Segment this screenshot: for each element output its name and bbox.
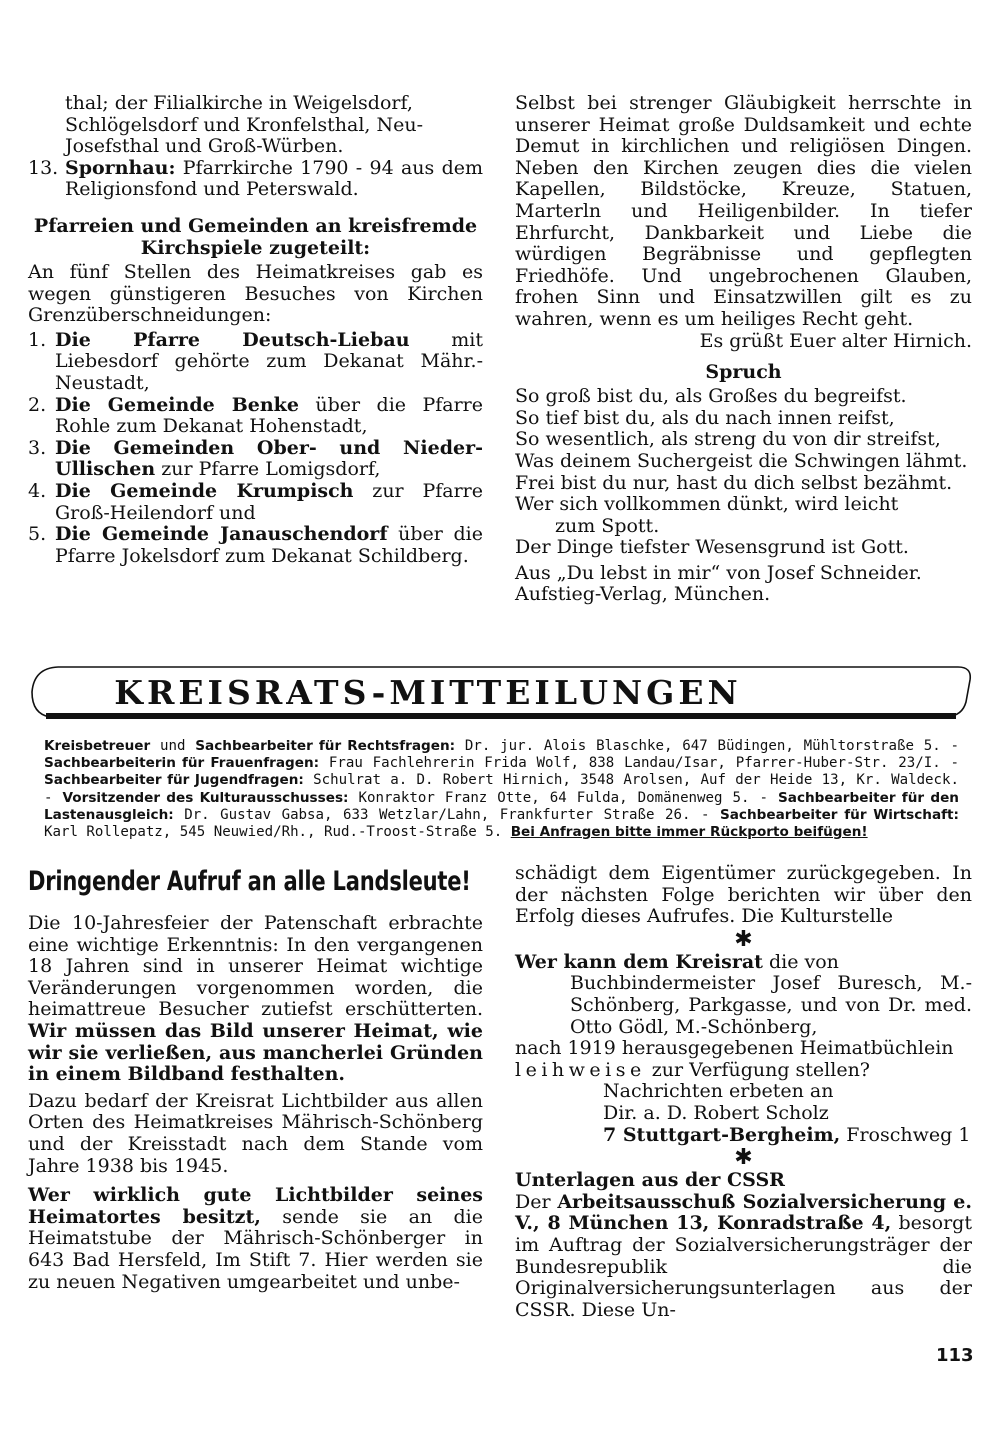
banner-title: KREISRATS-MITTEILUNGEN — [114, 673, 742, 712]
appeal-paragraph: Dazu bedarf der Kreisrat Lichtbilder aus allen Orten des Heimatkreises Mährisch-Schönberg und der Kreisstadt nach dem Stande vom Jahre 1938 bis 1945. — [28, 1089, 483, 1177]
return-postage-notice: Bei Anfragen bitte immer Rückporto beifügen! — [510, 824, 868, 841]
intro-paragraph: An fünf Stellen des Heimatkreises gab es wegen günstigeren Besuches von Kirchen Grenzüberschneidungen: — [28, 260, 483, 327]
list-item-text: über die Pfarre Rohle zum Dekanat Hohenstadt, — [55, 393, 484, 438]
info-text: Karl Rollepatz, 545 Neuwied/Rh., Rud.-Troost-Straße 5. — [44, 824, 511, 841]
appeal-heading: Dringender Aufruf an alle Landsleute! — [28, 866, 471, 897]
info-text: Dr. jur. Alois Blaschke, 647 Büdingen, Mühltorstraße 5. - — [455, 738, 960, 754]
info-text: Dr. Gustav Gabsa, 633 Wetzlar/Lahn, Frankfurter Straße 26. - — [173, 806, 720, 823]
contact-line: Dir. a. D. Robert Scholz — [603, 1101, 829, 1124]
contact-bold: 7 Stuttgart-Bergheim, — [603, 1123, 841, 1146]
list-number: 3. — [28, 436, 47, 459]
list-item-text: Pfarrkirche 1790 - 94 aus dem Religionsfond und Peterswald. — [65, 156, 483, 201]
request-bold: Wer kann dem Kreisrat — [515, 950, 763, 973]
cssr-bold: Arbeitsausschuß Sozialversicherung e. V., 8 München 13, Konradstraße 4, — [515, 1190, 972, 1235]
role-label: Vorsitzender des Kulturausschusses: — [62, 789, 349, 806]
contact-line: Nachrichten erbeten an — [603, 1080, 834, 1103]
list-item-bold: Spornhau: — [65, 156, 176, 179]
poem-publisher: Aufstieg-Verlag, München. — [515, 583, 771, 606]
kreisrat-banner — [28, 664, 974, 722]
list-number: 4. — [28, 479, 47, 502]
list-item — [28, 481, 483, 524]
list-item-text: zur Pfarre Lomigsdorf, — [155, 458, 381, 481]
list-number: 5. — [28, 523, 47, 546]
list-item — [28, 330, 483, 395]
poem-source: Aus „Du lebst in mir“ von Josef Schneider. — [515, 561, 922, 584]
request-text: zur Verfügung stellen? — [645, 1058, 870, 1081]
appeal-paragraph — [28, 1185, 483, 1293]
poem-line: Frei bist du nur, hast du dich selbst bezähmt. — [515, 471, 953, 494]
list-item — [28, 158, 483, 201]
cssr-paragraph — [515, 1192, 972, 1322]
cssr-title: Unterlagen aus der CSSR — [515, 1169, 785, 1192]
kreisrat-contact-block — [44, 738, 959, 841]
poem-line: So groß bist du, als Großes du begreifst. — [515, 385, 907, 408]
list-number: 13. — [28, 156, 59, 179]
info-text: Konraktor Franz Otte, 64 Fulda, Domänenweg 5. - — [348, 789, 778, 806]
appeal-text: sende sie an die Heimatstube der Mährisch-Schönberger in 643 Bad Hersfeld, Im Stift 7. Hier werden sie zu neuen Negativen umgearbeitet und unbe- — [28, 1205, 483, 1293]
role-label: Sachbearbeiter für Wirtschaft: — [719, 806, 959, 823]
right-bottom-column — [515, 863, 972, 1321]
right-top-column — [515, 93, 972, 606]
left-top-column — [28, 93, 483, 567]
request-text — [515, 1060, 972, 1082]
list-item-bold: Die Pfarre Deutsch-Liebau — [55, 328, 410, 351]
role-label: Sachbearbeiter für Jugendfragen: — [44, 772, 304, 789]
list-item-bold: Die Gemeinde Janauschendorf — [55, 523, 388, 546]
cssr-text: Der — [515, 1190, 558, 1213]
contact-line — [515, 1125, 972, 1147]
request-text: die von — [762, 950, 839, 973]
list-item-text: mit Liebesdorf gehörte zum Dekanat Mähr.-Neustadt, — [55, 328, 483, 394]
role-label: Sachbearbeiter für Rechtsfragen: — [195, 738, 456, 754]
continuation-paragraph: schädigt dem Eigentümer zurückgegeben. In der nächsten Folge berichten wir über den Erfolg dieses Aufrufes. Die Kulturstelle — [515, 862, 972, 928]
poem — [515, 386, 972, 559]
list-number: 1. — [28, 328, 47, 351]
poem-line: Der Dinge tiefster Wesensgrund ist Gott. — [515, 536, 909, 559]
poem-line: Wer sich vollkommen dünkt, wird leicht — [515, 493, 899, 516]
info-text: Schulrat a. D. Robert Hirnich, 3548 Arolsen, Auf der Heide 13, Kr. Waldeck. - — [44, 772, 959, 806]
poem-line: Was deinem Suchergeist die Schwingen lähmt. — [515, 449, 968, 472]
appeal-paragraph — [28, 913, 483, 1086]
list-item — [28, 438, 483, 481]
role-label: Kreisbetreuer — [44, 738, 151, 754]
appeal-text: Die 10-Jahresfeier der Patenschaft erbrachte eine wichtige Erkenntnis: In den vergangenen 18 Jahren sind in unserer Heimat wichtige Veränderungen vorgenommen worden, die heimattreue Besucher zutiefst erschütterten. — [28, 912, 483, 1021]
text-line: Josefsthal und Groß-Würben. — [65, 135, 344, 158]
info-text: und — [150, 738, 196, 754]
text-line: thal; der Filialkirche in Weigelsdorf, — [65, 92, 413, 114]
list-item-bold: Die Gemeinden Ober- und Nieder-Ullischen — [55, 436, 483, 481]
subheading: Pfarreien und Gemeinden an kreisfremde — [33, 214, 478, 237]
star-divider-icon: ✱ — [734, 926, 753, 952]
parish-list — [28, 330, 483, 568]
list-item-text: zur Pfarre Groß-Heilendorf und — [55, 479, 484, 524]
poem-line: zum Spott. — [555, 514, 660, 537]
text-line: Schlögelsdorf und Kronfelsthal, Neu- — [65, 113, 424, 136]
heritage-paragraph: Selbst bei strenger Gläubigkeit herrschte in unserer Heimat große Duldsamkeit und echte Demut in kirchlichen und religiösen Dingen. Neben den Kirchen zeugen dies die vielen Kapellen, Bildstöcke, Kreuze, Statuen, Marterln und Heiligenbilder. In tiefer Ehrfurcht, Dankbarkeit und Liebe die würdigen Begräbnisse und gepflegten Friedhöfe. Und ungebrochenen Glauben, frohen Sinn und Einsatzwillen gilt es zu wahren, wenn es um heiliges Recht geht. — [515, 92, 972, 330]
poem-line: So wesentlich, als streng du von dir streifst, — [515, 428, 941, 451]
request-spaced-word: leihweise — [515, 1058, 646, 1081]
poem-line: So tief bist du, als du nach innen reifst, — [515, 406, 895, 429]
list-item-bold: Die Gemeinde Krumpisch — [55, 479, 354, 502]
cssr-text: besorgt im Auftrag der Sozialversicherungsträger der Bundesrepublik die Originalversicherungsunterlagen aus der CSSR. Diese Un- — [515, 1212, 972, 1321]
request-text: nach 1919 herausgegebenen Heimatbüchlein — [515, 1037, 954, 1060]
subheading: Kirchspiele zugeteilt: — [140, 236, 371, 259]
list-item-bold: Die Gemeinde Benke — [55, 393, 299, 416]
role-label: Sachbearbeiterin für Frauenfragen: — [44, 755, 320, 772]
appeal-bold: Wir müssen das Bild unserer Heimat, wie wir sie verließen, aus mancherlei Gründen in einem Bildband festhalten. — [28, 1019, 483, 1086]
list-item-text: über die Pfarre Jokelsdorf zum Dekanat Schildberg. — [55, 523, 483, 567]
left-bottom-column — [28, 913, 483, 1293]
star-divider-icon: ✱ — [734, 1145, 753, 1171]
request-text: Buchbindermeister Josef Buresch, M.-Schönberg, Parkgasse, und von Dr. med. Otto Gödl, M.-Schönberg, — [570, 972, 972, 1038]
page-number: 113 — [936, 1345, 974, 1366]
list-item — [28, 395, 483, 438]
list-number: 2. — [28, 393, 47, 416]
info-text: Frau Fachlehrerin Frida Wolf, 838 Landau/Isar, Pfarrer-Huber-Str. 23/I. - — [319, 755, 959, 772]
list-item — [28, 524, 483, 567]
greeting-signature: Es grüßt Euer alter Hirnich. — [699, 329, 972, 352]
role-label: Sachbearbeiter für den Lastenausgleich: — [44, 789, 959, 823]
contact-text: Froschweg 1 — [840, 1123, 971, 1146]
spruch-title: Spruch — [705, 361, 782, 384]
appeal-bold: Wer wirklich gute Lichtbilder seines Heimatortes besitzt, — [28, 1184, 483, 1228]
request-lead — [515, 952, 972, 974]
